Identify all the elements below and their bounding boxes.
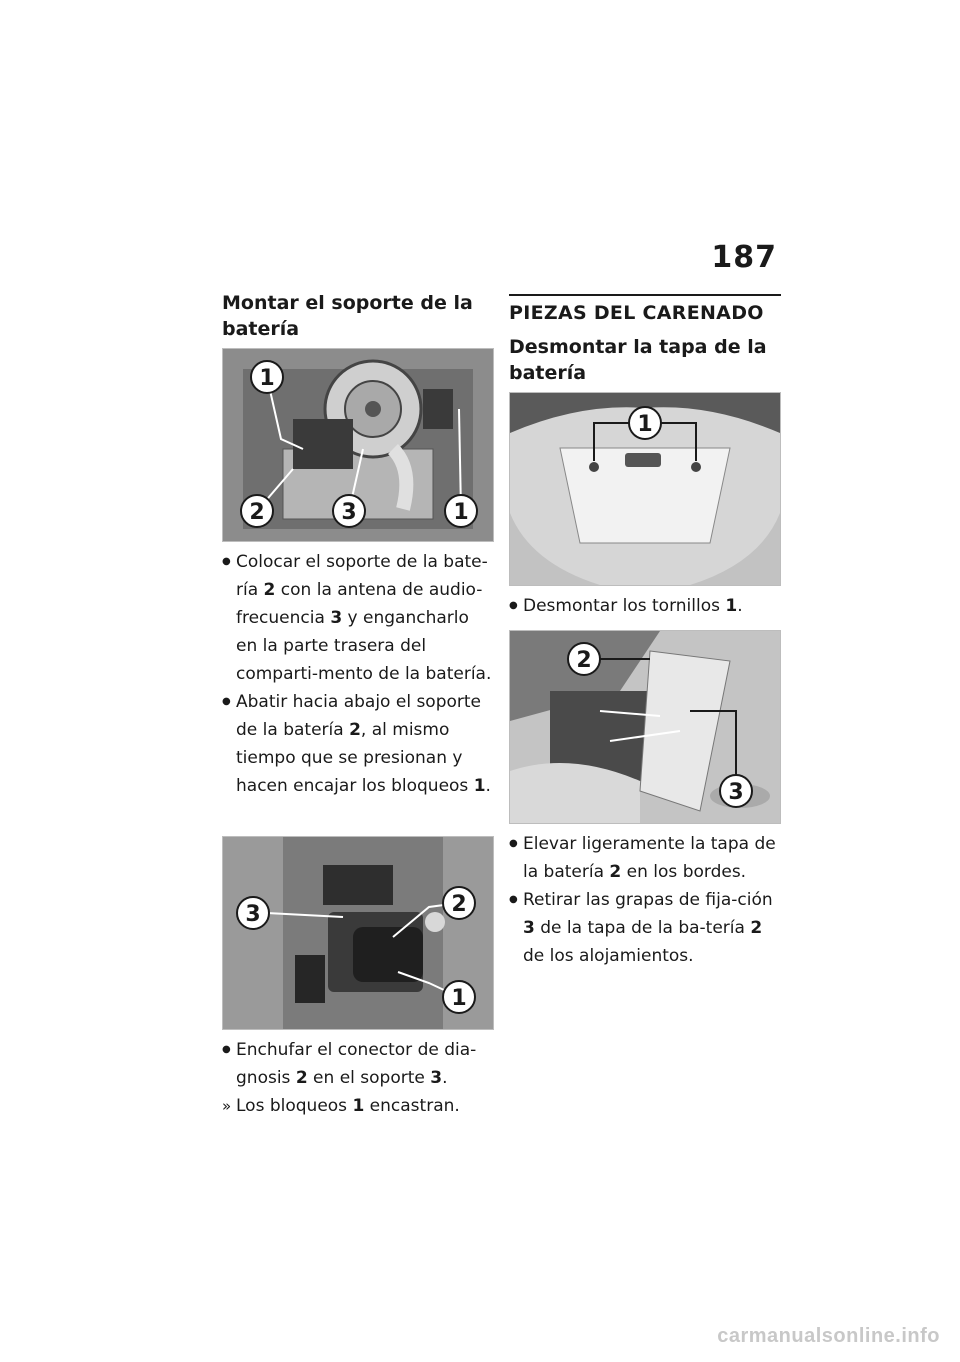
step-place-holder: ● Colocar el soporte de la bate-ría 2 con la antena de audio-frecuencia 3 y engancharlo en la parte trasera del comparti-mento de la batería. [222, 548, 494, 688]
callout-label-3: 3 [245, 902, 261, 927]
step-remove-screws: ● Desmontar los tornillos 1. [509, 592, 781, 620]
callout-label-1: 1 [451, 986, 467, 1011]
chapter-title: PIEZAS DEL CARENADO [509, 294, 781, 326]
battery-cover-clips-illustration [509, 630, 781, 824]
step-fold-down-holder: ● Abatir hacia abajo el soporte de la batería 2, al mismo tiempo que se presionan y hacen encajar los bloqueos 1. [222, 688, 494, 800]
step-lift-cover: ● Elevar ligeramente la tapa de la batería 2 en los bordes. [509, 830, 781, 886]
section-heading-remove-battery-cover: Desmontar la tapa de la batería [509, 336, 767, 384]
callout-label-3: 3 [728, 780, 744, 805]
steps-remove-clips [509, 830, 781, 970]
callout-label-1: 1 [259, 366, 275, 391]
callout-label-3: 3 [341, 500, 357, 525]
step-plug-connector: ● Enchufar el conector de dia-gnosis 2 en el soporte 3. [222, 1036, 494, 1092]
watermark: carmanualsonline.info [717, 1325, 940, 1347]
diagnosis-connector-illustration [222, 836, 494, 1030]
result-latches-engage: » Los bloqueos 1 encastran. [222, 1092, 494, 1120]
callout-label-1: 1 [637, 412, 653, 437]
callout-label-2: 2 [451, 892, 467, 917]
callout-label-2: 2 [576, 648, 592, 673]
callout-label-1b: 1 [453, 500, 469, 525]
left-column [222, 290, 494, 1130]
battery-holder-illustration [222, 348, 494, 542]
step-remove-clips: ● Retirar las grapas de fija-ción 3 de la tapa de la ba-tería 2 de los alojamientos. [509, 886, 781, 970]
steps-mount-battery-holder [222, 548, 494, 800]
right-column [509, 290, 781, 980]
page-number: 187 [711, 240, 777, 275]
battery-cover-screws-illustration [509, 392, 781, 586]
steps-remove-screws [509, 592, 781, 620]
steps-diagnosis-connector [222, 1036, 494, 1120]
section-heading-mount-battery-holder: Montar el soporte de la batería [222, 292, 473, 340]
callout-label-2: 2 [249, 500, 265, 525]
